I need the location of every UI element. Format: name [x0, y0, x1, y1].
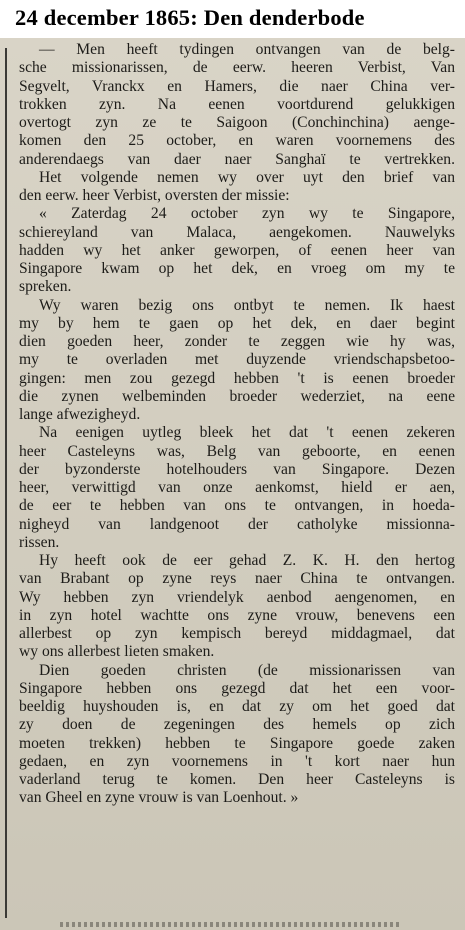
article-text — [19, 41, 455, 808]
article-line: Hy heeft ook de eer gehad Z. K. H. den hertog — [39, 552, 455, 569]
article-line: Singapore kwam op het dek, en vroeg om my te — [19, 260, 455, 277]
newspaper-clipping — [0, 38, 465, 930]
article-line: sche missionarissen, de eerw. heeren Verbist, Van — [19, 59, 455, 77]
article-line: gingen: men zou gezegd hebben 't is eenen broeder — [19, 369, 455, 387]
article-line: hadden wy het anker geworpen, of eenen heer van — [19, 241, 455, 259]
article-line: heer Casteleyns was, Belg van geboorte, en eenen — [19, 442, 455, 460]
article-line: overtogt zyn ze te Saigoon (Conchinchina) aenge- — [19, 114, 455, 131]
article-line: schiereyland van Malaca, aengekomen. Nauwelyks — [19, 223, 455, 241]
article-line: Na eenigen uytleg bleek het dat 't eenen zekeren — [39, 424, 455, 442]
article-line: zy doen de zegeningen des hemels op zich — [19, 716, 455, 734]
article-line: komen den 25 october, en waren voornemens des — [19, 132, 455, 150]
article-line: van Brabant op zyne reys naer China te ontvangen. — [19, 570, 455, 588]
article-line: de eer te hebben van ons te ontvangen, in hoeda- — [19, 497, 455, 515]
article-line: my by hem te gaen op het dek, en daer begint — [19, 314, 455, 332]
article-line: in zyn hotel wachtte ons zyne vrouw, benevens een — [19, 606, 455, 624]
article-line: den eerw. heer Verbist, oversten der missie: — [19, 187, 290, 204]
article-line: Het volgende nemen wy over uyt den brief van — [39, 168, 455, 186]
article-line: spreken. — [19, 278, 72, 296]
article-line: Wy waren bezig ons ontbyt te nemen. Ik haest — [39, 296, 455, 314]
article-line: gedaen, en zyn voornemens in 't kort naer hun — [19, 752, 455, 770]
article-line: wy ons allerbest lieten smaken. — [19, 643, 215, 661]
article-line: Dien goeden christen (de missionarissen van — [39, 661, 455, 679]
article-line: van Gheel en zyne vrouw is van Loenhout. » — [19, 789, 299, 807]
article-line: — Men heeft tydingen ontvangen van de belg- — [39, 41, 455, 58]
column-rule — [5, 48, 7, 918]
article-line: rissen. — [19, 533, 60, 551]
header — [0, 0, 465, 38]
article-line: Singapore hebben ons gezegd dat het een voor- — [19, 679, 455, 697]
article-line: beeldig huyshouden is, en dat zy om het goed dat — [19, 698, 455, 715]
article-line: heer, verwittigd van onze aenkomst, hield er aen, — [19, 479, 455, 496]
article-line: trokken zyn. Na eenen voortdurend gelukkigen — [19, 95, 455, 113]
article-line: dien goeden heer, zonder te zeggen wie hy was, — [19, 333, 455, 350]
article-line: my te overladen met duyzende vriendschapsbetoo- — [19, 351, 455, 369]
article-line: Wy hebben zyn vriendelyk aenbod aengenomen, en — [19, 588, 455, 606]
article-line: Segvelt, Vranckx en Hamers, die naer China ver- — [19, 77, 455, 95]
article-line: vaderland terug te komen. Den heer Casteleyns is — [19, 771, 455, 788]
article-line: moeten trekken) hebben te Singapore goede zaken — [19, 734, 455, 752]
article-line: allerbest op zyn kempisch bereyd middagmael, dat — [19, 625, 455, 642]
article-line: lange afwezigheyd. — [19, 406, 141, 423]
article-line: die zynen welbeminden broeder wederziet, na eene — [19, 387, 455, 405]
next-article-strip — [60, 922, 400, 927]
article-line: anderendaegs van daer naer Sanghaï te vertrekken. — [19, 150, 455, 168]
page-title: 24 december 1865: Den denderbode — [15, 5, 365, 30]
article-line: der byzonderste hotelhouders van Singapore. Dezen — [19, 460, 455, 478]
article-line: « Zaterdag 24 october zyn wy te Singapore, — [39, 205, 455, 223]
article-line: nigheyd van landgenoot der catholyke missionna- — [19, 515, 455, 533]
